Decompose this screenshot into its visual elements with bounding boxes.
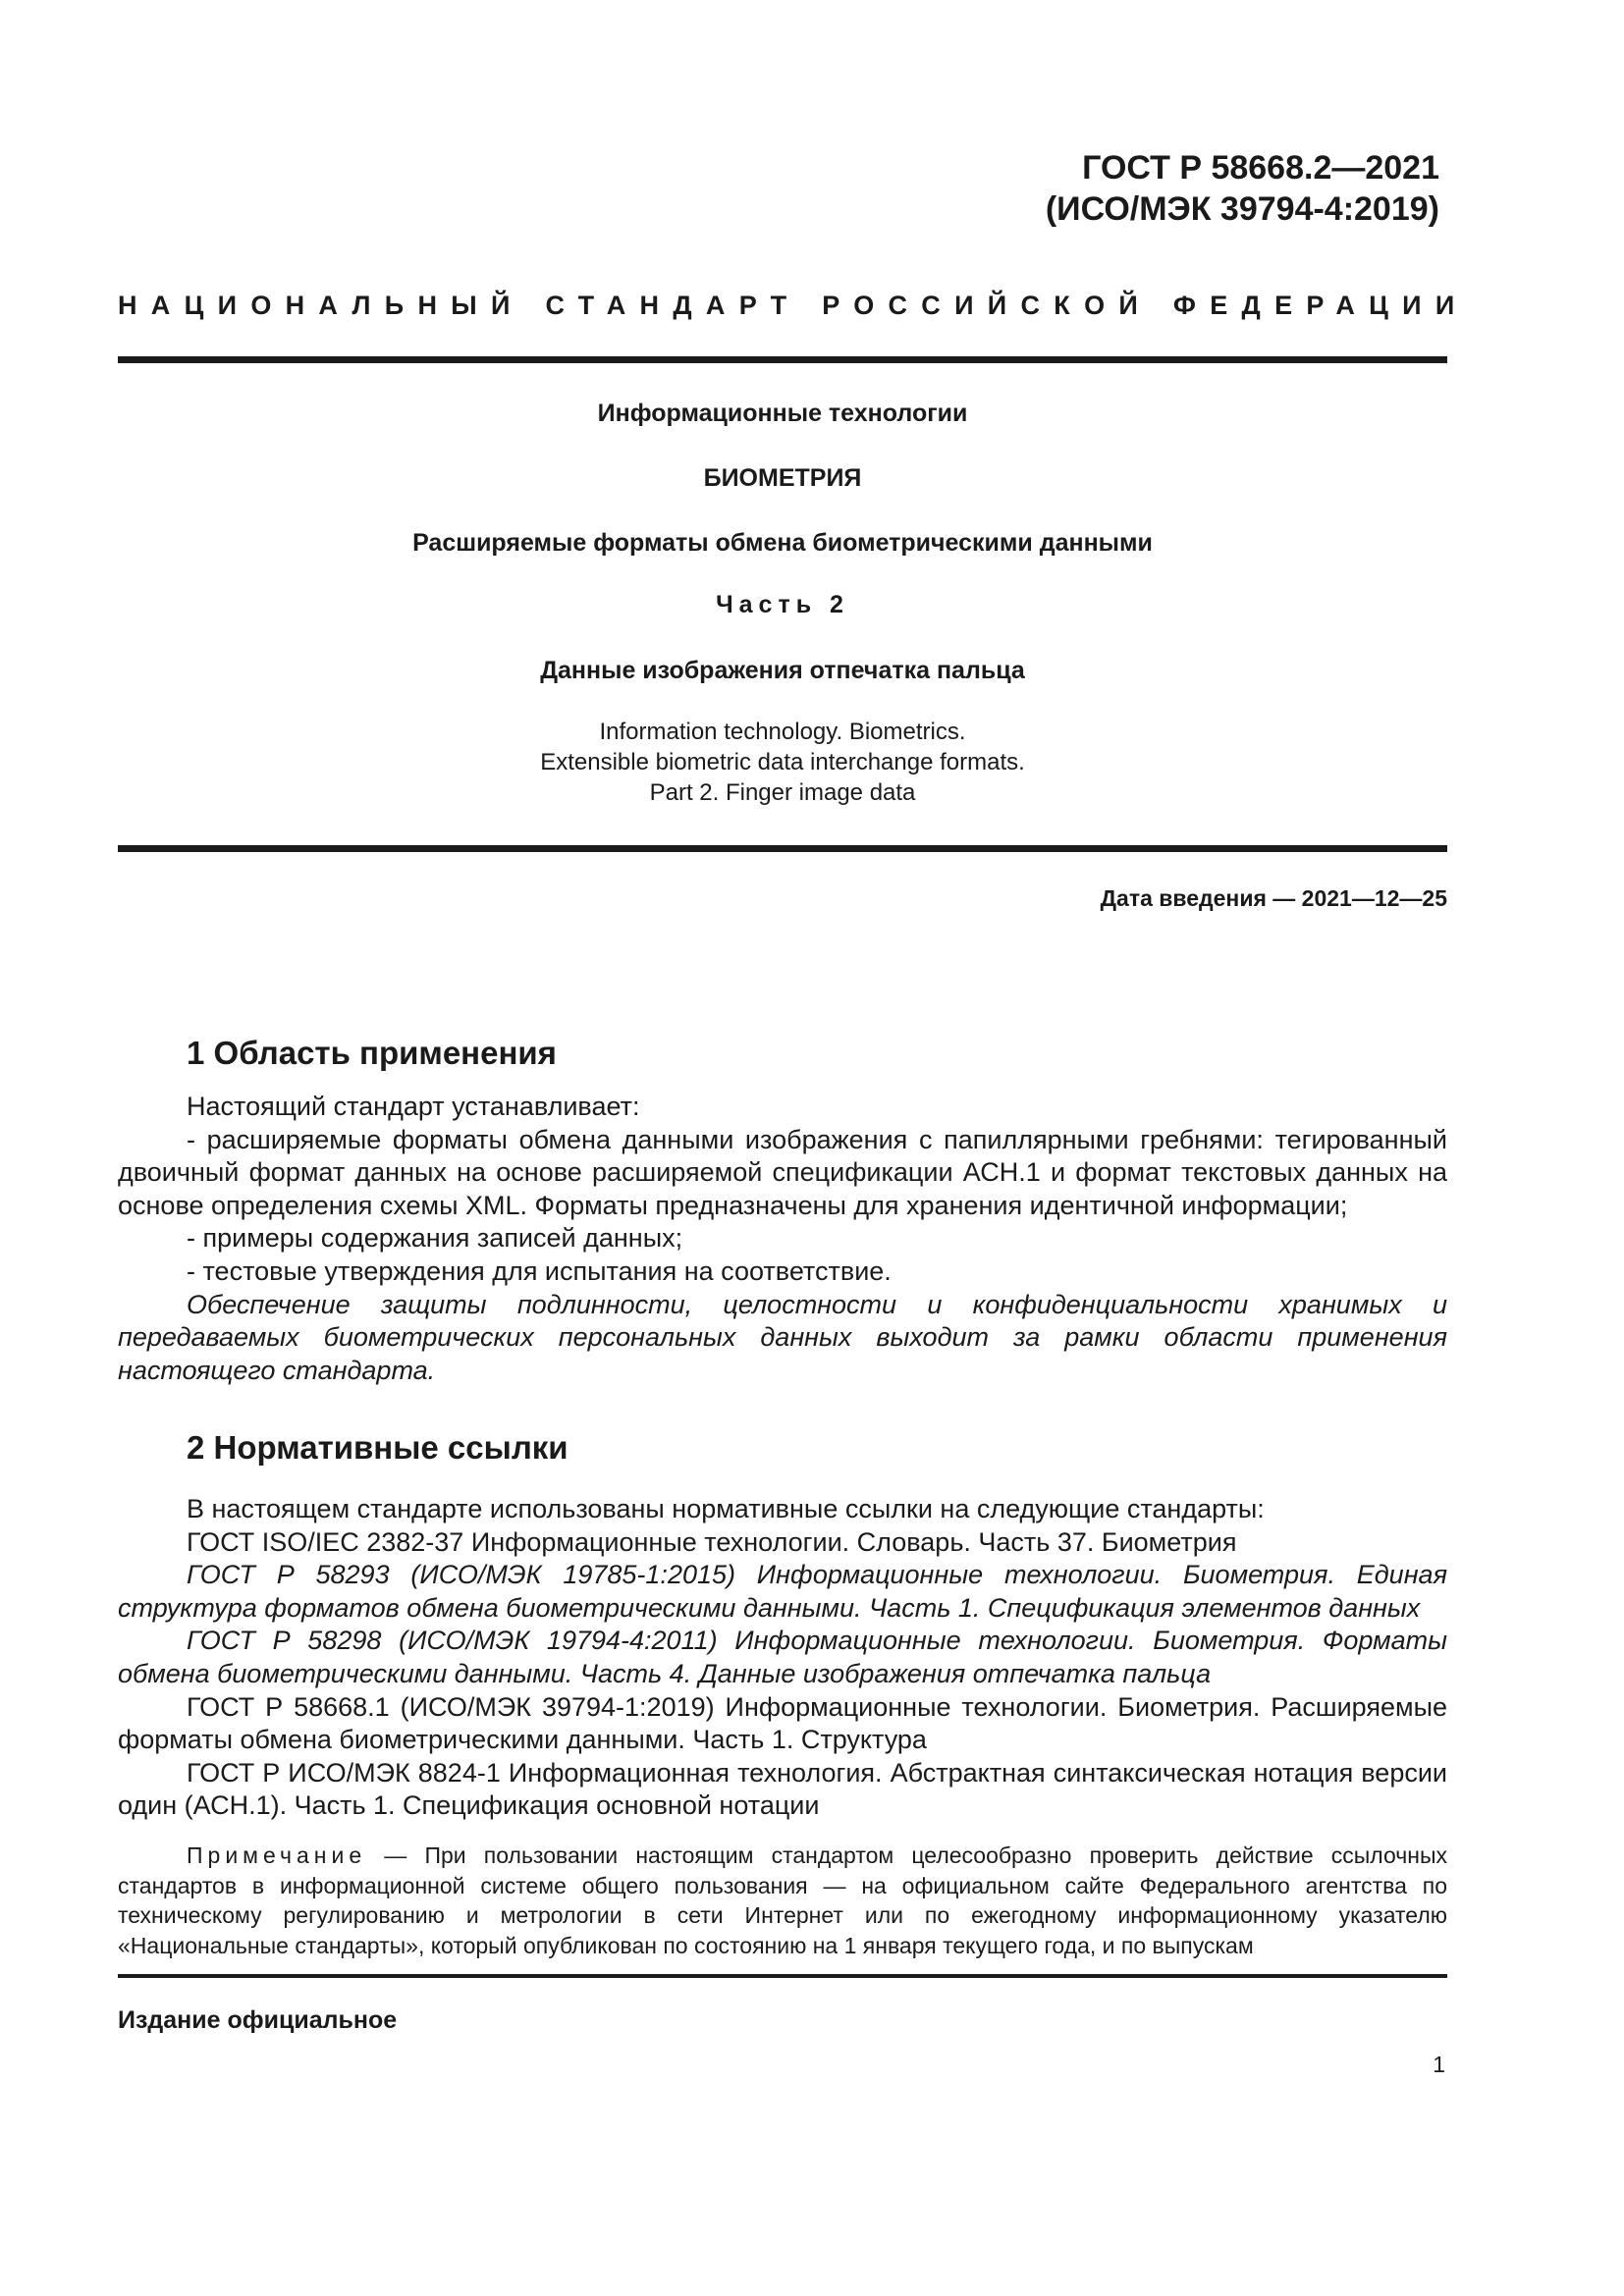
reference: ГОСТ Р 58298 (ИСО/МЭК 19794-4:2011) Информационные технологии. Биометрия. Форматы обмена биометрическими данными. Часть 4. Данные изображения отпечатка пальца	[118, 1626, 1447, 1688]
paragraph: - тестовые утверждения для испытания на соответствие.	[187, 1255, 892, 1286]
note-label: Примечание	[187, 1842, 367, 1868]
paragraph: - примеры содержания записей данных;	[187, 1223, 683, 1254]
section1-heading: 1 Область применения	[187, 1035, 557, 1071]
english-title-line: Information technology. Biometrics.	[599, 719, 966, 745]
english-title-line: Extensible biometric data interchange formats.	[540, 749, 1025, 775]
section1-body	[118, 1091, 1447, 1387]
standard-code: ГОСТ Р 58668.2—2021	[1082, 149, 1439, 187]
note-text: — При пользовании настоящим стандартом целесообразно проверить действие ссылочных стандартов в информационной системе общего пользования — на официальном сайте Федерального агентства по техническому регулированию и метрологии в сети Интернет или по ежегодному информационному указателю «Национальные стандарты», который опубликован по состоянию на 1 января текущего года, и по выпускам	[118, 1842, 1447, 1958]
title-line2: БИОМЕТРИЯ	[703, 464, 862, 492]
iso-code: (ИСО/МЭК 39794-4:2019)	[1045, 190, 1439, 228]
note	[118, 1841, 1447, 1960]
title-subtitle: Данные изображения отпечатка пальца	[540, 657, 1025, 684]
english-title-line: Part 2. Finger image data	[649, 779, 916, 806]
italic-paragraph: Обеспечение защиты подлинности, целостности и конфиденциальности хранимых и передаваемых биометрических персональных данных выходит за рамки области применения настоящего стандарта.	[118, 1289, 1447, 1385]
note-paragraph	[118, 1841, 1447, 1960]
page-number: 1	[1433, 2052, 1445, 2077]
national-standard-banner: НАЦИОНАЛЬНЫЙ СТАНДАРТ РОССИЙСКОЙ ФЕДЕРАЦИИ	[118, 291, 1469, 320]
top-rule	[118, 356, 1447, 363]
date-of-introduction: Дата введения — 2021—12—25	[1100, 885, 1447, 911]
title-line3: Расширяемые форматы обмена биометрическими данными	[412, 529, 1153, 557]
reference: ГОСТ ISO/IEC 2382-37 Информационные технологии. Словарь. Часть 37. Биометрия	[187, 1526, 1237, 1557]
paragraph: Настоящий стандарт устанавливает:	[187, 1092, 640, 1121]
paragraph: - расширяемые форматы обмена данными изображения с папиллярными гребнями: тегированный двоичный формат данных на основе расширяемой спецификации АСН.1 и формат текстовых данных на основе определения схемы XML. Форматы предназначены для хранения идентичной информации;	[118, 1124, 1447, 1220]
english-title	[118, 717, 1447, 808]
middle-rule	[118, 845, 1447, 852]
footer-rule	[118, 1974, 1447, 1978]
section2-heading: 2 Нормативные ссылки	[187, 1429, 568, 1466]
title-line1: Информационные технологии	[597, 400, 968, 427]
reference: ГОСТ Р ИСО/МЭК 8824-1 Информационная технология. Абстрактная синтаксическая нотация версии один (АСН.1). Часть 1. Спецификация основной нотации	[118, 1757, 1447, 1821]
section2-body	[118, 1493, 1447, 1823]
reference: ГОСТ Р 58293 (ИСО/МЭК 19785-1:2015) Информационные технологии. Биометрия. Единая структура форматов обмена биометрическими данными. Часть 1. Спецификация элементов данных	[118, 1560, 1447, 1623]
title-part: Часть 2	[716, 591, 849, 618]
edition-label: Издание официальное	[118, 2006, 398, 2034]
reference: ГОСТ Р 58668.1 (ИСО/МЭК 39794-1:2019) Информационные технологии. Биометрия. Расширяемые форматы обмена биометрическими данными. Часть 1. Структура	[118, 1691, 1447, 1755]
paragraph: В настоящем стандарте использованы нормативные ссылки на следующие стандарты:	[187, 1494, 1265, 1523]
